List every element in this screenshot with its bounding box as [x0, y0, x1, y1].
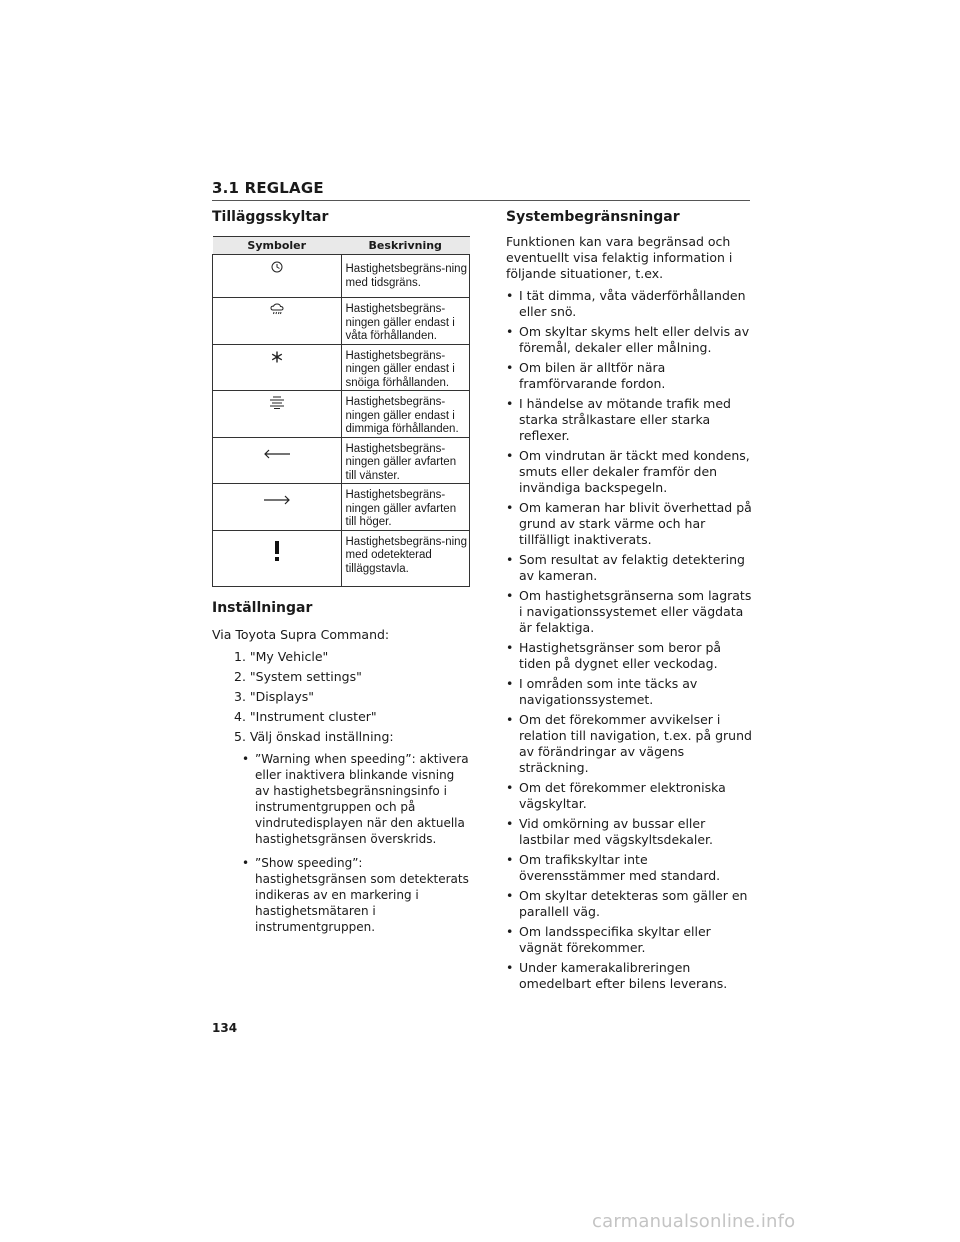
list-item: • Om bilen är alltför nära framförvarande fordon. — [506, 360, 754, 392]
column-header-description: Beskrivning — [341, 237, 470, 255]
sign-description: Hastighetsbegräns-ningen gäller avfarten till höger. — [341, 484, 470, 531]
sign-description: Hastighetsbegräns-ningen gäller endast i våta förhållanden. — [341, 298, 470, 345]
list-item: • I tät dimma, våta väderförhållanden eller snö. — [506, 288, 754, 320]
list-item: • Om det förekommer avvikelser i relation till navigation, t.ex. på grund av förändringar av vägens sträckning. — [506, 712, 754, 776]
sign-description: Hastighetsbegräns-ningen gäller endast i snöiga förhållanden. — [341, 344, 470, 391]
sign-description: Hastighetsbegräns-ning med odetekterad tilläggstavla. — [341, 530, 470, 586]
limitations-list — [506, 288, 754, 992]
limitations-lead: Funktionen kan vara begränsad och eventuellt visa felaktig information i följande situationer, t.ex. — [506, 234, 733, 281]
table-row — [213, 344, 470, 391]
watermark: carmanualsonline.info — [592, 1211, 796, 1232]
fog-icon — [269, 396, 285, 414]
list-item: • Som resultat av felaktig detektering av kameran. — [506, 552, 754, 584]
table-row — [213, 484, 470, 531]
table-row — [213, 530, 470, 586]
list-item: • Om skyltar detekteras som gäller en parallell väg. — [506, 888, 754, 920]
list-item: 3. "Displays" — [234, 688, 314, 704]
sign-description: Hastighetsbegräns-ningen gäller avfarten till vänster. — [341, 437, 470, 484]
arrow-left-icon — [263, 446, 291, 464]
sign-description: Hastighetsbegräns-ningen gäller endast i dimmiga förhållanden. — [341, 391, 470, 438]
list-item: • Om landsspecifika skyltar eller vägnät förekommer. — [506, 924, 754, 956]
left-column — [212, 208, 470, 943]
settings-steps — [212, 649, 470, 745]
page-number: 134 — [212, 1021, 238, 1035]
table-row — [213, 391, 470, 438]
list-item: 1. "My Vehicle" — [234, 648, 329, 664]
list-item: • Hastighetsgränser som beror på tiden på dygnet eller veckodag. — [506, 640, 754, 672]
arrow-right-icon — [263, 492, 291, 510]
rain-cloud-icon — [270, 303, 284, 321]
snowflake-icon — [271, 350, 283, 368]
list-item: • Om vindrutan är täckt med kondens, smuts eller dekaler framför den invändiga backspegeln. — [506, 448, 754, 496]
list-item: • ”Warning when speeding”: aktivera eller inaktivera blinkande visning av hastighetsbegränsningsinfo i instrumentgruppen och på vindrutedisplayen när den aktuella hastighetsgränsen överskrids. — [242, 751, 470, 847]
signs-table-header — [213, 237, 470, 255]
settings-lead: Via Toyota Supra Command: — [212, 626, 390, 642]
list-item: • Om det förekommer elektroniska vägskyltar. — [506, 780, 754, 812]
list-item: • Under kamerakalibreringen omedelbart efter bilens leverans. — [506, 960, 754, 992]
signs-table — [212, 236, 470, 587]
table-row — [213, 298, 470, 345]
list-item: 2. "System settings" — [234, 668, 362, 684]
column-header-symbols: Symboler — [213, 237, 342, 255]
sign-description: Hastighetsbegräns-ning med tidsgräns. — [341, 255, 470, 298]
section-header: 3.1 REGLAGE — [212, 179, 750, 201]
limitations-heading: Systembegränsningar — [506, 209, 680, 225]
signs-heading: Tilläggsskyltar — [212, 209, 329, 225]
list-item: • I områden som inte täcks av navigationssystemet. — [506, 676, 754, 708]
settings-heading: Inställningar — [212, 599, 313, 616]
list-item: • Om trafikskyltar inte överensstämmer med standard. — [506, 852, 754, 884]
list-item: • Om skyltar skyms helt eller delvis av föremål, dekaler eller målning. — [506, 324, 754, 356]
list-item: • ”Show speeding”: hastighetsgränsen som detekterats indikeras av en markering i hastighetsmätaren i instrumentgruppen. — [242, 855, 470, 935]
table-row — [213, 437, 470, 484]
exclamation-icon — [274, 541, 280, 566]
right-column — [506, 208, 754, 996]
list-item: • Om hastighetsgränserna som lagrats i navigationssystemet eller vägdata är felaktiga. — [506, 588, 754, 636]
settings-options — [212, 751, 470, 935]
list-item: 5. Välj önskad inställning: — [234, 728, 394, 744]
clock-icon — [271, 260, 283, 278]
table-row — [213, 255, 470, 298]
list-item: • Om kameran har blivit överhettad på grund av stark värme och har tillfälligt inaktiverats. — [506, 500, 754, 548]
list-item: • I händelse av mötande trafik med starka strålkastare eller starka reflexer. — [506, 396, 754, 444]
list-item: 4. "Instrument cluster" — [234, 708, 377, 724]
list-item: • Vid omkörning av bussar eller lastbilar med vägskyltsdekaler. — [506, 816, 754, 848]
